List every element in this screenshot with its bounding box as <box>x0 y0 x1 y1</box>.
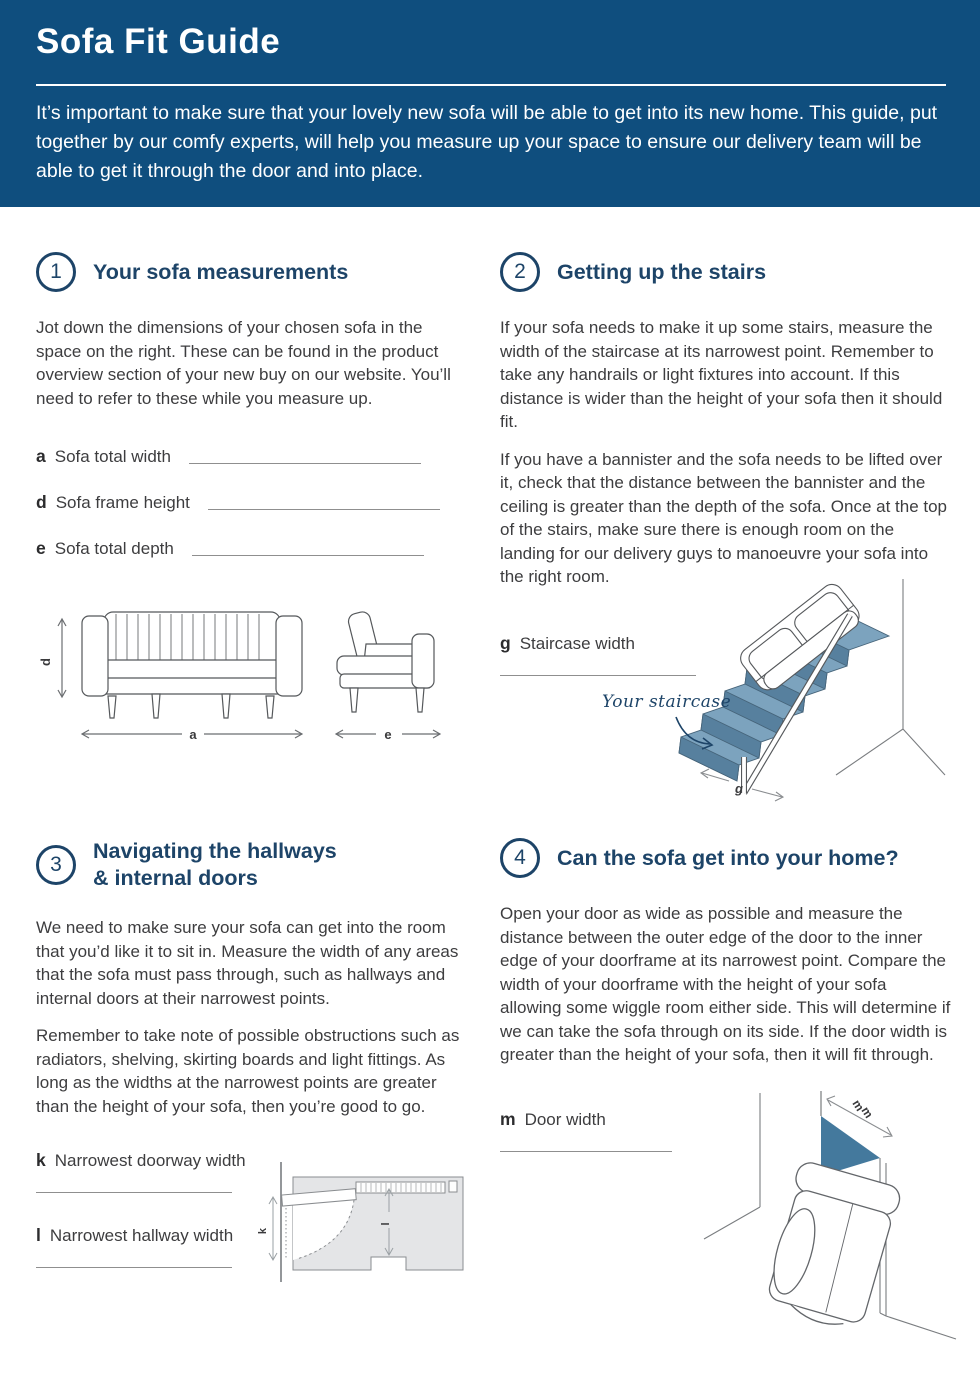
field-key: e <box>36 538 46 558</box>
field-key: a <box>36 446 46 466</box>
section-3-heading <box>36 838 466 892</box>
field-key: l <box>36 1225 41 1245</box>
height-dimension-arrow-d <box>58 619 66 697</box>
staircase-annotation: Your staircase <box>602 692 732 712</box>
wall-and-floor-lines <box>704 1093 760 1239</box>
field-label: Sofa frame height <box>55 493 190 512</box>
doorway-width-arrow-k <box>269 1197 277 1260</box>
dimension-label-m: m <box>849 1097 867 1114</box>
field-sofa-total-width <box>36 446 460 468</box>
page-title: Sofa Fit Guide <box>36 22 281 61</box>
section-1-number-badge: 1 <box>36 252 76 292</box>
field-label: Sofa total width <box>54 447 171 466</box>
dimension-label-e: e <box>384 727 392 742</box>
field-label: Narrowest hallway width <box>49 1226 234 1245</box>
section-3-title-line-2: & internal doors <box>93 866 258 890</box>
sofa-side-drawing <box>337 610 434 712</box>
intro-text: It’s important to make sure that your lovely new sofa will be able to get into its new home. This guide, put together by our comfy experts, will help you measure up your space to ensure our delivery team will be able to get it through the door and into place. <box>36 102 938 182</box>
sofa-through-door-drawing <box>759 1160 903 1335</box>
section-3-title <box>93 838 337 892</box>
section-3-title-line-1: Navigating the hallways <box>93 839 337 863</box>
field-label: Door width <box>524 1109 606 1129</box>
open-door-drawing <box>821 1116 880 1176</box>
sofa-side-legs <box>350 688 424 712</box>
field-label: Staircase width <box>519 633 635 653</box>
section-2-number-badge: 2 <box>500 252 540 292</box>
section-2-paragraph-1: If your sofa needs to make it up some stairs, measure the width of the staircase at its narrowest point. Remember to take any handrails or light fixtures into account. If this distance is wider than the height of your sofa then it should fit. <box>500 318 943 431</box>
floorplan-illustration <box>253 1160 468 1286</box>
write-in-line <box>500 1151 672 1152</box>
section-4-paragraph: Open your door as wide as possible and measure the distance between the outer edge of the door to the inner edge of your doorframe at its narrowest point. Compare the width of your doorframe with the height of your sofa allowing some wiggle room either side. This will determine if we can take the sofa through on its side. If the door width is greater than the height of your sofa, then it will fit through. <box>500 904 951 1064</box>
section-1-title: Your sofa measurements <box>93 259 349 284</box>
field-key: g <box>500 632 511 653</box>
field-key: k <box>36 1150 46 1170</box>
section-2-heading <box>500 252 948 292</box>
header-band <box>0 0 980 207</box>
sofa-front-legs <box>108 694 274 718</box>
measurement-fields <box>36 446 460 560</box>
dimension-label-m-2: m <box>858 1104 876 1121</box>
dimension-label-g: g <box>735 781 743 796</box>
field-key: d <box>36 492 47 512</box>
section-1-paragraph: Jot down the dimensions of your chosen sofa in the space on the right. These can be found in the product overview section of your new buy on our website. You’ll need to refer to these while you measure up. <box>36 318 451 408</box>
field-key: m <box>500 1108 516 1129</box>
dimension-label-d: d <box>38 658 53 666</box>
field-narrowest-hallway-width <box>36 1225 232 1268</box>
field-label: Sofa total depth <box>54 539 174 558</box>
section-into-home <box>500 832 952 1152</box>
section-3-paragraph-2: Remember to take note of possible obstructions such as radiators, shelving, skirting boards and light fittings. As long as the widths at the narrowest points are greater than the height of your sofa, then you’re good to go. <box>36 1026 460 1116</box>
write-in-line <box>36 1192 232 1193</box>
field-label: Narrowest doorway width <box>54 1151 246 1170</box>
field-door-width <box>500 1109 672 1152</box>
field-sofa-frame-height <box>36 492 460 514</box>
section-1-heading <box>36 252 460 292</box>
write-in-line <box>189 463 421 464</box>
field-narrowest-doorway-width <box>36 1150 246 1193</box>
field-sofa-total-depth <box>36 538 460 560</box>
write-in-line <box>208 509 440 510</box>
section-stairs <box>500 246 948 796</box>
write-in-line <box>192 555 424 556</box>
front-door-illustration <box>688 1079 958 1341</box>
header-divider <box>36 84 946 86</box>
sofa-front-drawing <box>82 612 302 718</box>
write-in-line <box>36 1267 232 1268</box>
sofa-dimensions-illustration <box>36 600 456 752</box>
section-2-paragraph-2: If you have a bannister and the sofa needs to be lifted over it, check that the distance between the bannister and the ceiling is greater than the depth of the sofa. Once at the top of the stairs, make sure there is enough room on the landing for our delivery guys to manoeuvre your sofa into the right room. <box>500 449 948 586</box>
section-4-heading <box>500 838 952 878</box>
section-sofa-measurements <box>36 246 460 752</box>
section-3-paragraph-1: We need to make sure your sofa can get into the room that you’d like it to sit in. Measure the width of any areas that the sofa must pass through, such as hallways and internal doors at their narrowest points. <box>36 918 459 1008</box>
section-4-title: Can the sofa get into your home? <box>557 845 899 870</box>
staircase-illustration <box>584 577 946 809</box>
section-hallways-doors <box>36 832 466 1268</box>
section-2-title: Getting up the stairs <box>557 259 767 284</box>
dimension-label-k: k <box>257 1227 269 1235</box>
dimension-label-a: a <box>189 727 197 742</box>
section-4-number-badge: 4 <box>500 838 540 878</box>
section-3-number-badge: 3 <box>36 845 76 885</box>
dimension-label-l: l <box>380 1222 392 1226</box>
radiator-drawing <box>356 1181 457 1193</box>
